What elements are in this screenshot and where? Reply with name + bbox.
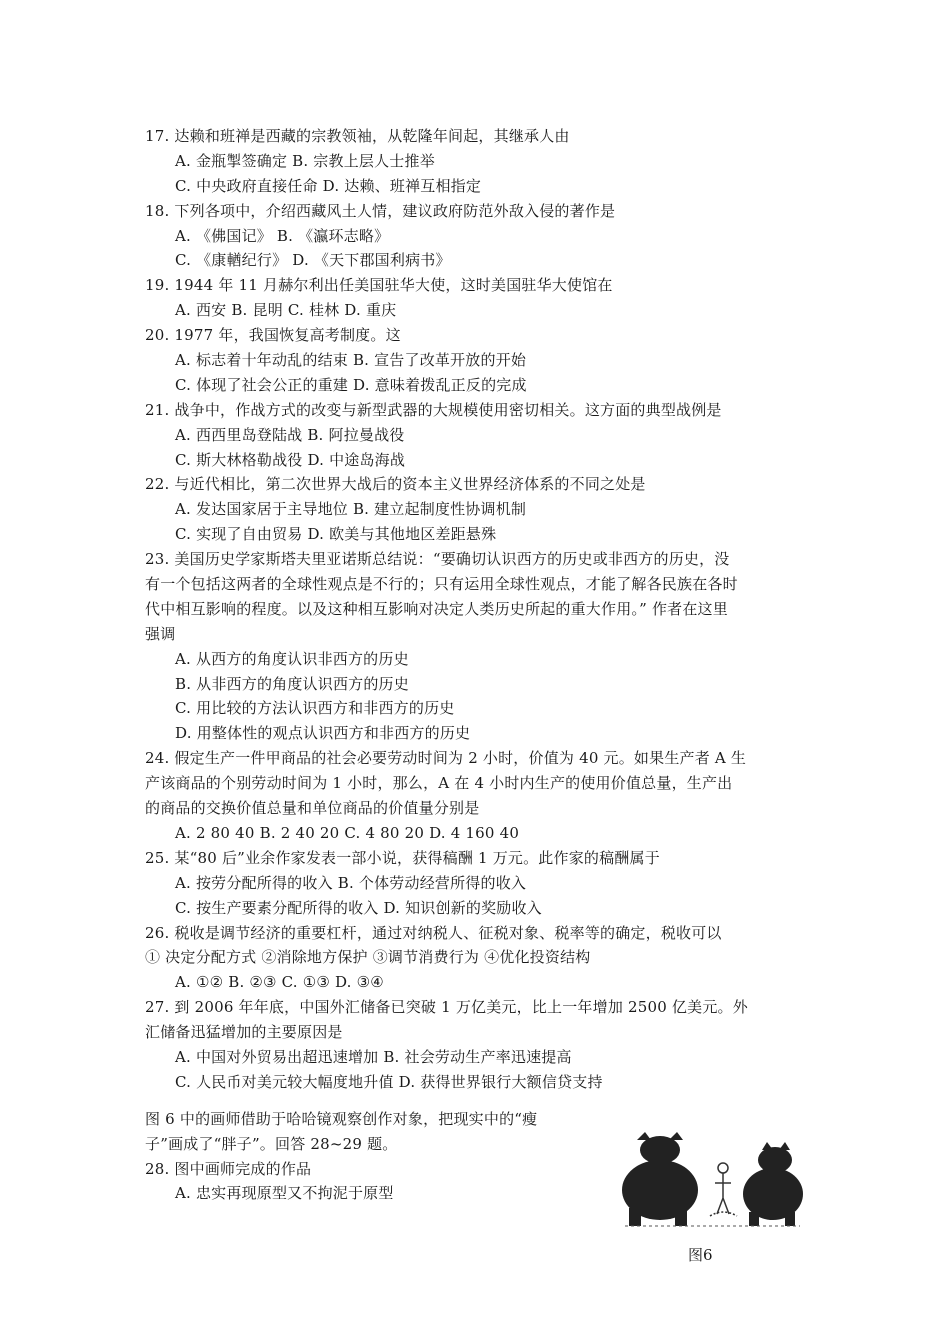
q23-option-c: C. 用比较的方法认识西方和非西方的历史 xyxy=(175,699,455,718)
q23-stem-line2: 有一个包括这两者的全球性观点是不行的；只有运用全球性观点，才能了解各民族在各时 xyxy=(145,575,738,594)
q25-options-ab: A. 按劳分配所得的收入 B. 个体劳动经营所得的收入 xyxy=(175,873,527,892)
thin-figure xyxy=(710,1163,737,1216)
q28-stem: 28. 图中画师完成的作品 xyxy=(145,1159,312,1178)
q23-stem-line3: 代中相互影响的程度。以及这种相互影响对决定人类历史所起的重大作用。” 作者在这里 xyxy=(145,599,728,618)
q17-stem: 17. 达赖和班禅是西藏的宗教领袖，从乾隆年间起，其继承人由 xyxy=(145,127,570,145)
q26-options: A. ①② B. ②③ C. ①③ D. ③④ xyxy=(175,973,384,992)
q22-options-cd: C. 实现了自由贸易 D. 欧美与其他地区差距悬殊 xyxy=(175,525,497,544)
q23-option-d: D. 用整体性的观点认识西方和非西方的历史 xyxy=(175,724,471,743)
q18-stem: 18. 下列各项中，介绍西藏风土人情，建议政府防范外敌入侵的著作是 xyxy=(145,201,616,220)
q25-options-cd: C. 按生产要素分配所得的收入 D. 知识创新的奖励收入 xyxy=(175,898,542,917)
figure-intro-line2: 子”画成了“胖子”。回答 28~29 题。 xyxy=(145,1134,398,1153)
figure-intro-line1: 图 6 中的画师借助于哈哈镜观察创作对象，把现实中的“瘦 xyxy=(145,1109,538,1128)
q27-options-ab: A. 中国对外贸易出超迅速增加 B. 社会劳动生产率迅速提高 xyxy=(175,1047,572,1066)
q24-stem-line2: 产该商品的个别劳动时间为 1 小时，那么，A 在 4 小时内生产的使用价值总量，生产出 xyxy=(145,774,733,793)
question-text xyxy=(145,124,815,1206)
q19-stem: 19. 1944 年 11 月赫尔利出任美国驻华大使，这时美国驻华大使馆在 xyxy=(145,276,613,295)
q19-options: A. 西安 B. 昆明 C. 桂林 D. 重庆 xyxy=(175,301,397,320)
q17-options-ab: A. 金瓶掣签确定 B. 宗教上层人士推举 xyxy=(175,151,435,170)
q20-options-cd: C. 体现了社会公正的重建 D. 意味着拨乱正反的完成 xyxy=(175,375,527,394)
q23-option-b: B. 从非西方的角度认识西方的历史 xyxy=(175,674,409,693)
q21-options-ab: A. 西西里岛登陆战 B. 阿拉曼战役 xyxy=(175,425,405,444)
q22-options-ab: A. 发达国家居于主导地位 B. 建立起制度性协调机制 xyxy=(175,500,527,519)
q25-stem: 25. 某“80 后”业余作家发表一部小说，获得稿酬 1 万元。此作家的稿酬属于 xyxy=(145,848,660,867)
q17-options-cd: C. 中央政府直接任命 D. 达赖、班禅互相指定 xyxy=(175,176,482,195)
q27-stem-line1: 27. 到 2006 年年底，中国外汇储备已突破 1 万亿美元，比上一年增加 2500 亿美元。外 xyxy=(145,998,748,1017)
fat-figure-right xyxy=(743,1142,803,1226)
q21-options-cd: C. 斯大林格勒战役 D. 中途岛海战 xyxy=(175,450,406,469)
q21-stem: 21. 战争中，作战方式的改变与新型武器的大规模使用密切相关。这方面的典型战例是 xyxy=(145,400,722,419)
q28-option-a: A. 忠实再现原型又不拘泥于原型 xyxy=(175,1184,394,1203)
q26-stem: 26. 税收是调节经济的重要杠杆，通过对纳税人、征税对象、税率等的确定，税收可以 xyxy=(145,923,722,942)
q24-stem-line1: 24. 假定生产一件甲商品的社会必要劳动时间为 2 小时，价值为 40 元。如果生产者 A 生 xyxy=(145,749,747,768)
q20-stem: 20. 1977 年，我国恢复高考制度。这 xyxy=(145,326,401,345)
q26-items: ① 决定分配方式 ②消除地方保护 ③调节消费行为 ④优化投资结构 xyxy=(145,948,591,967)
q22-stem: 22. 与近代相比，第二次世界大战后的资本主义世界经济体系的不同之处是 xyxy=(145,475,646,494)
figure-6-illustration xyxy=(615,1128,805,1228)
q27-options-cd: C. 人民币对美元较大幅度地升值 D. 获得世界银行大额信贷支持 xyxy=(175,1072,603,1091)
q24-options: A. 2 80 40 B. 2 40 20 C. 4 80 20 D. 4 160 40 xyxy=(175,823,520,842)
q27-stem-line2: 汇储备迅猛增加的主要原因是 xyxy=(145,1023,343,1042)
q23-stem-line1: 23. 美国历史学家斯塔夫里亚诺斯总结说：“要确切认识西方的历史或非西方的历史，没 xyxy=(145,550,730,569)
q23-stem-line4: 强调 xyxy=(145,624,176,643)
q18-options-cd: C. 《康輶纪行》 D. 《天下郡国利病书》 xyxy=(175,251,451,270)
q24-stem-line3: 的商品的交换价值总量和单位商品的价值量分别是 xyxy=(145,799,480,818)
q20-options-ab: A. 标志着十年动乱的结束 B. 宣告了改革开放的开始 xyxy=(175,351,527,370)
fat-figure-left xyxy=(622,1132,698,1226)
figure-caption: 图6 xyxy=(688,1246,713,1264)
q23-option-a: A. 从西方的角度认识非西方的历史 xyxy=(175,649,409,668)
q18-options-ab: A. 《佛国记》 B. 《瀛环志略》 xyxy=(175,226,390,245)
